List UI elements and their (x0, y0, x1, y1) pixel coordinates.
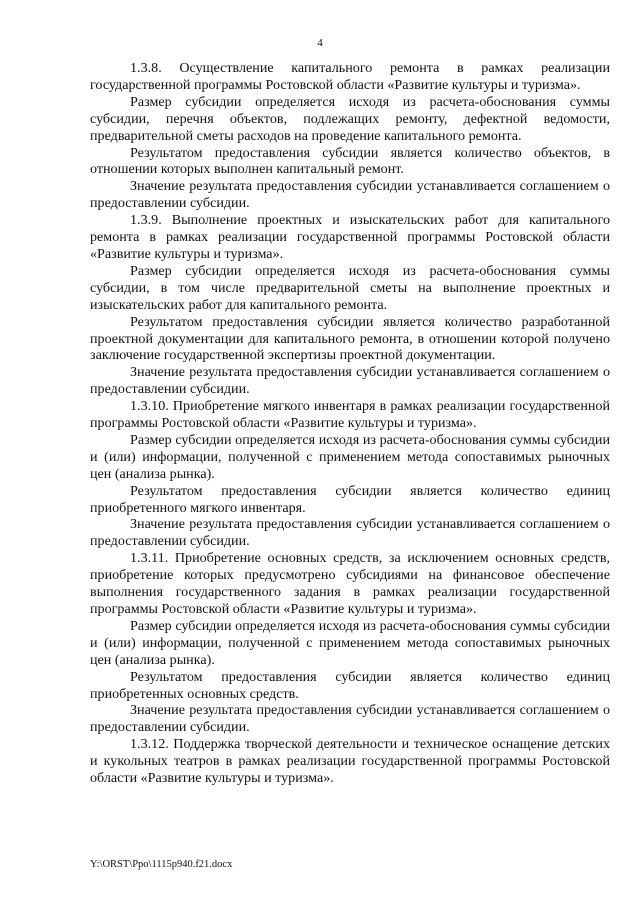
paragraph: Значение результата предоставления субсидии устанавливается соглашением о предоставлении субсидии. (90, 516, 610, 550)
paragraph: Результатом предоставления субсидии является количество объектов, в отношении которых выполнен капитальный ремонт. (90, 144, 610, 178)
paragraph: Значение результата предоставления субсидии устанавливается соглашением о предоставлении субсидии. (90, 364, 610, 398)
document-body (90, 60, 610, 787)
paragraph: Значение результата предоставления субсидии устанавливается соглашением о предоставлении субсидии. (90, 702, 610, 736)
paragraph-1-3-12-heading: 1.3.12. Поддержка творческой деятельности и техническое оснащение детских и кукольных театров в рамках реализации государственной программы Ростовской области «Развитие культуры и туризма». (90, 736, 610, 787)
paragraph: Размер субсидии определяется исходя из расчета-обоснования суммы субсидии, в том числе предварительной сметы на выполнение проектных и изыскательских работ для капитального ремонта. (90, 262, 610, 313)
paragraph-1-3-8-heading: 1.3.8. Осуществление капитального ремонта в рамках реализации государственной программы Ростовской области «Развитие культуры и туризма». (90, 60, 610, 93)
footer-file-path: Y:\ORST\Ppo\1115p940.f21.docx (90, 859, 233, 870)
paragraph: Результатом предоставления субсидии является количество единиц приобретенных основных средств. (90, 668, 610, 702)
paragraph-1-3-11-heading: 1.3.11. Приобретение основных средств, за исключением основных средств, приобретение которых предусмотрено субсидиями на финансовое обеспечение выполнения государственного задания в рамках реализации государственной программы Ростовской области «Развитие культуры и туризма». (90, 550, 610, 617)
paragraph: Результатом предоставления субсидии является количество разработанной проектной документации для капитального ремонта, в отношении которой получено заключение государственной экспертизы проектной документации. (90, 313, 610, 364)
paragraph: Размер субсидии определяется исходя из расчета-обоснования суммы субсидии и (или) информации, полученной с применением метода сопоставимых рыночных цен (анализа рынка). (90, 431, 610, 482)
paragraph: Значение результата предоставления субсидии устанавливается соглашением о предоставлении субсидии. (90, 178, 610, 212)
paragraph: Размер субсидии определяется исходя из расчета-обоснования суммы субсидии, перечня объектов, подлежащих ремонту, дефектной ведомости, предварительной сметы расходов на проведение капитального ремонта. (90, 93, 610, 144)
paragraph-1-3-10-heading: 1.3.10. Приобретение мягкого инвентаря в рамках реализации государственной программы Ростовской области «Развитие культуры и туризма». (90, 398, 610, 432)
page-number: 4 (317, 37, 323, 49)
paragraph-1-3-9-heading: 1.3.9. Выполнение проектных и изыскательских работ для капитального ремонта в рамках реализации государственной программы Ростовской области «Развитие культуры и туризма». (90, 212, 610, 262)
paragraph: Размер субсидии определяется исходя из расчета-обоснования суммы субсидии и (или) информации, полученной с применением метода сопоставимых рыночных цен (анализа рынка). (90, 617, 610, 668)
paragraph: Результатом предоставления субсидии является количество единиц приобретенного мягкого инвентаря. (90, 482, 610, 516)
